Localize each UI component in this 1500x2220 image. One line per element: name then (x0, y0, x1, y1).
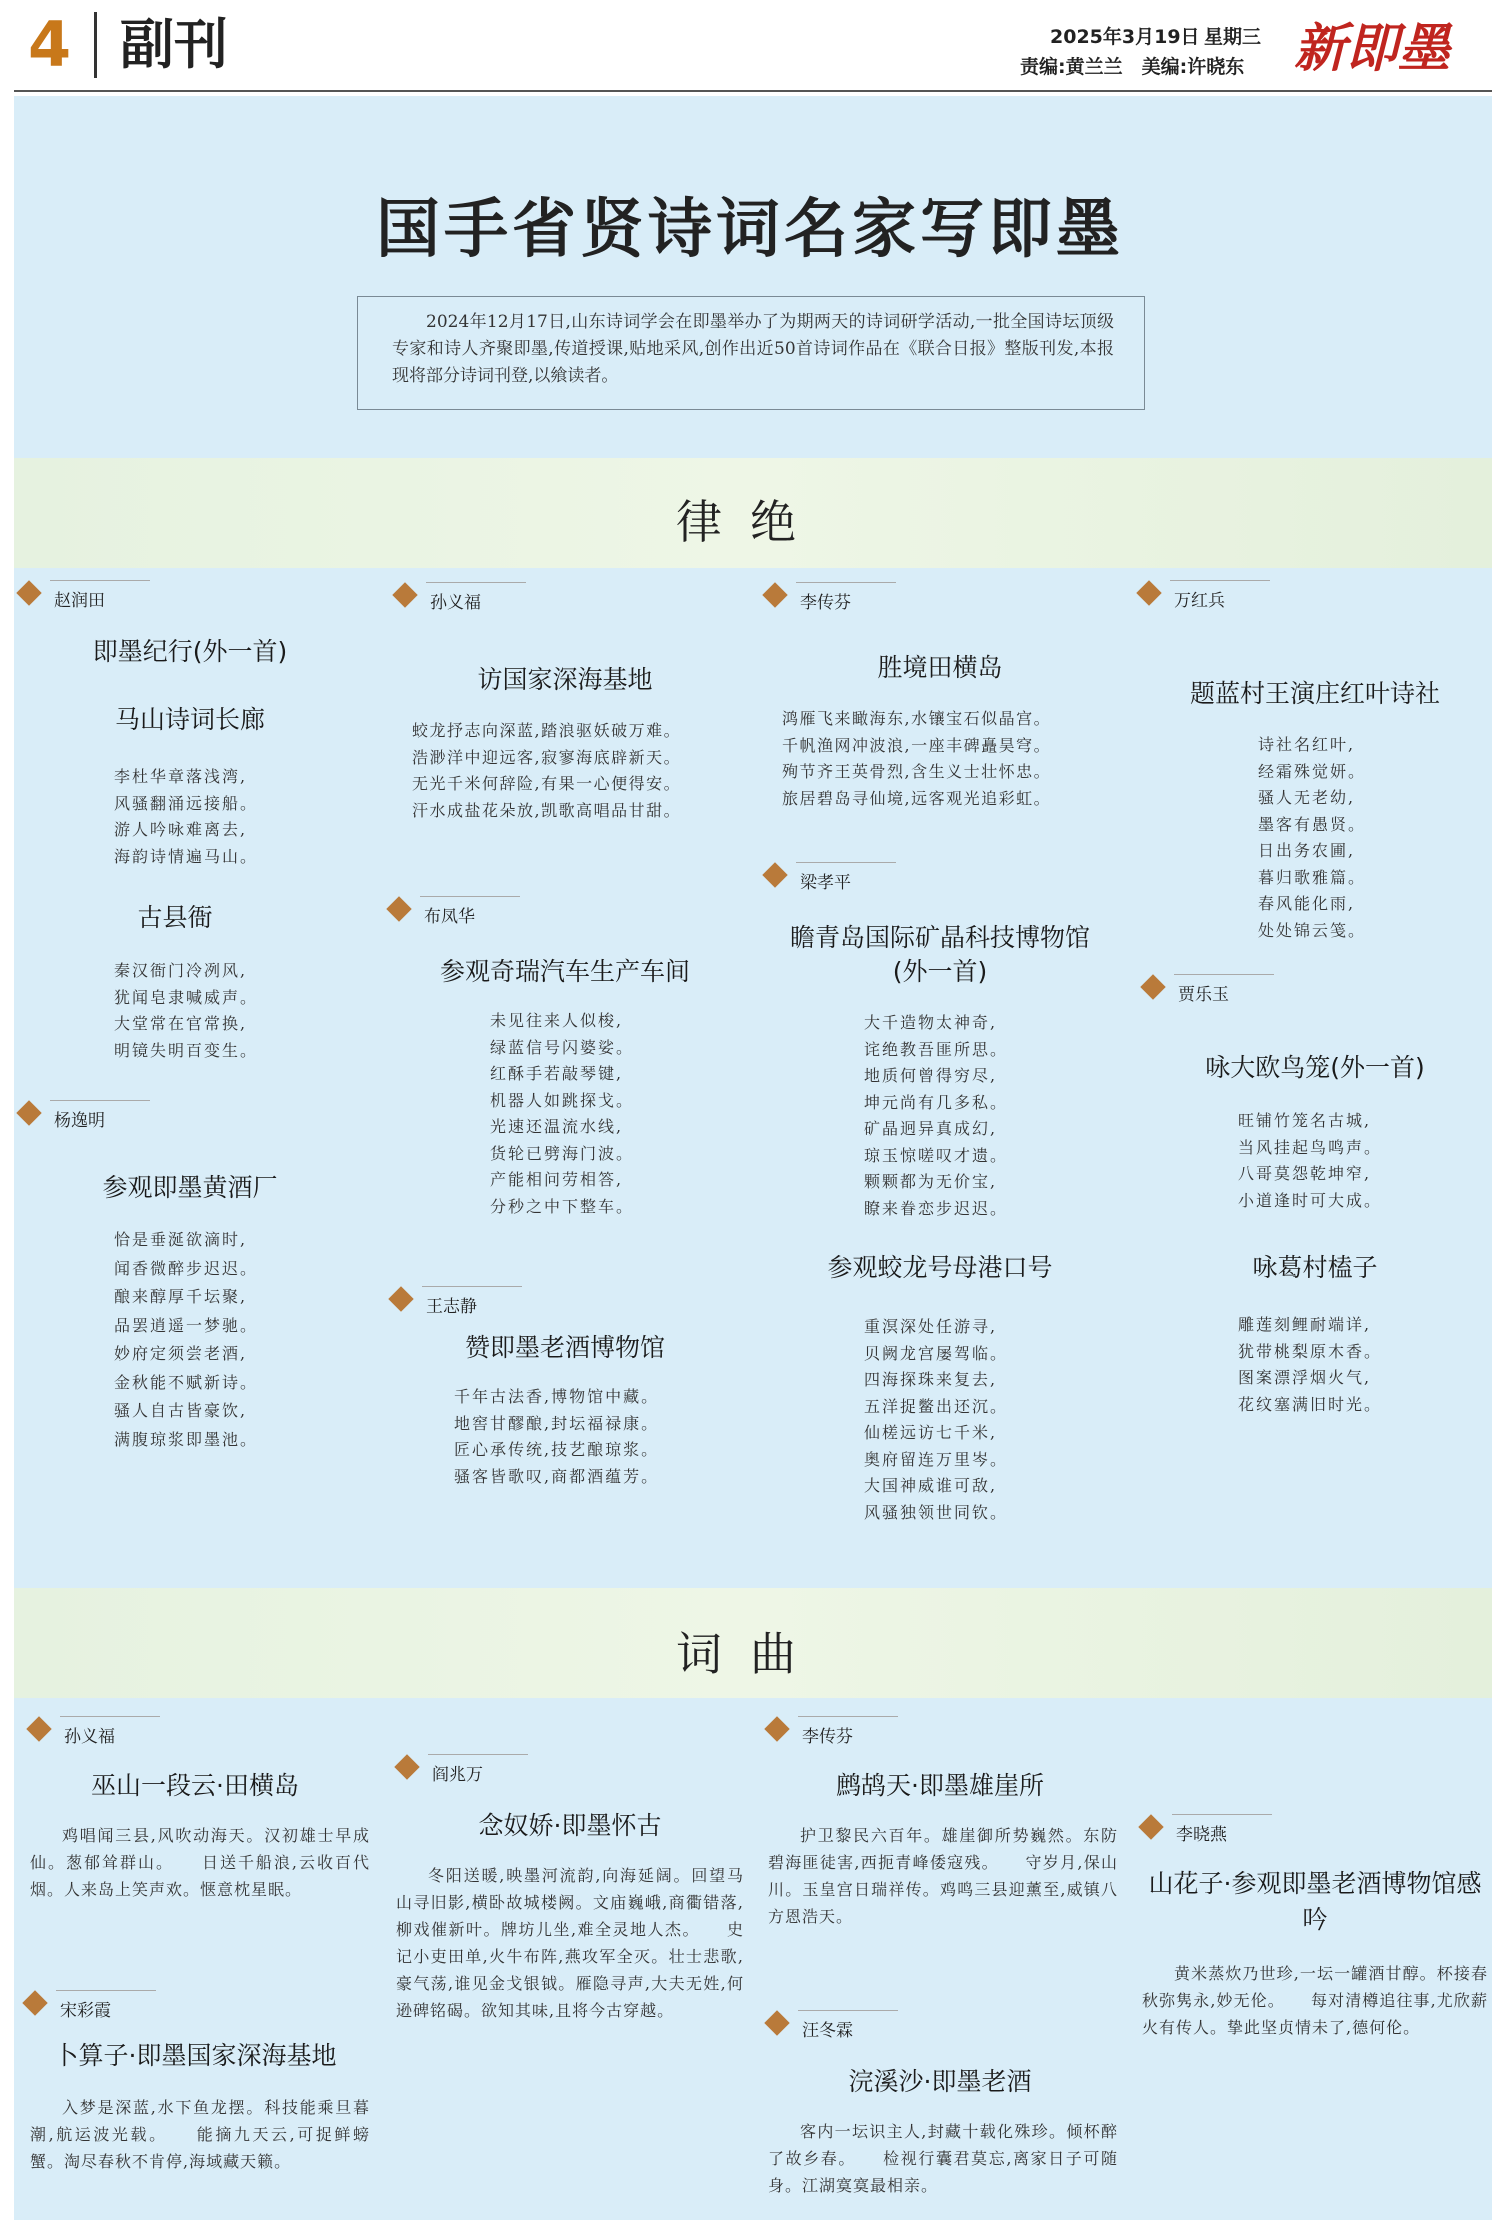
poem-line: 五洋捉鳖出还沉。 (864, 1396, 1009, 1416)
poem-title: 巫山一段云·田横岛 (91, 1771, 299, 1800)
poem-body (1238, 1108, 1382, 1214)
poem-line: 仙槎远访七千米, (864, 1423, 998, 1442)
author-rule (1170, 580, 1270, 581)
poem-line: 春风能化雨, (1258, 894, 1356, 913)
section-name: 副刊 (120, 13, 228, 76)
author-name: 万红兵 (1174, 591, 1225, 611)
main-headline: 国手省贤诗词名家写即墨 (376, 193, 1124, 267)
poem-line: 匠心承传统,技艺酿琼浆。 (454, 1440, 660, 1459)
poem-line: 品罢逍遥一梦驰。 (114, 1315, 259, 1335)
page-header (0, 0, 1500, 92)
author-name: 梁孝平 (800, 873, 851, 893)
poem-title: 瞻青岛国际矿晶科技博物馆 (789, 923, 1090, 952)
poem-line: 分秒之中下整车。 (490, 1196, 635, 1216)
poem-body (114, 958, 258, 1064)
poem-line: 汗水成盐花朵放,凯歌高唱品甘甜。 (412, 800, 682, 820)
poem-line: 大国神威谁可敌, (864, 1476, 998, 1495)
author-rule (798, 1716, 898, 1717)
poem-line: 奥府留连万里岑。 (864, 1449, 1009, 1469)
poem-title: 咏大欧鸟笼(外一首) (1205, 1053, 1425, 1082)
poem-title: 咏葛村榼子 (1252, 1253, 1378, 1282)
ci-body: 客内一坛识主人,封藏十载化殊珍。倾杯醉了故乡春。 检视行囊君莫忘,离家日子可随身。江湖寞寞最相亲。 (768, 2122, 1118, 2195)
poem-line: 瞭来眷恋步迟迟。 (864, 1198, 1009, 1218)
poem-line: 矿晶迥异真成幻, (864, 1119, 998, 1138)
poem-line: 海韵诗情遍马山。 (114, 846, 259, 866)
poem-title: 山花子·参观即墨老酒博物馆感吟 (1148, 1869, 1482, 1934)
poem-body (782, 706, 1051, 812)
poem-title: 念奴娇·即墨怀古 (478, 1811, 662, 1840)
header-divider (94, 12, 97, 78)
author-rule (60, 1716, 160, 1717)
poem-line: 大千造物太神奇, (864, 1013, 998, 1032)
author-name: 孙义福 (64, 1727, 115, 1747)
poem-line: 未见往来人似梭, (490, 1011, 624, 1030)
author-rule (1174, 974, 1274, 975)
author-name: 宋彩霞 (60, 2001, 111, 2021)
poem-line: 琼玉惊嗟叹才遗。 (864, 1145, 1009, 1165)
poem-line: 经霜殊觉妍。 (1258, 761, 1367, 781)
author-name: 杨逸明 (54, 1111, 105, 1131)
intro-box: 2024年12月17日,山东诗词学会在即墨举办了为期两天的诗词研学活动,一批全国诗坛顶级专家和诗人齐聚即墨,传道授课,贴地采风,创作出近50首诗词作品在《联合日报》整版刊发,本报现将部分诗词刊登,以飨读者。 (357, 296, 1145, 410)
poem-line: 四海探珠来复去, (864, 1370, 998, 1389)
poem-body (864, 1010, 1008, 1222)
poem-line: 日出务农圃, (1258, 841, 1356, 860)
poem-line: 产能相问劳相答, (490, 1170, 624, 1189)
author-rule (422, 1286, 522, 1287)
poem-line: 风骚独领世同钦。 (864, 1502, 1009, 1522)
poem-body (454, 1384, 659, 1490)
author-rule (796, 582, 896, 583)
poem-line: 暮归歌雅篇。 (1258, 867, 1367, 887)
poem-line: 酿来醇厚千坛聚, (114, 1287, 248, 1306)
author-rule (56, 1990, 156, 1991)
ci-body: 鸡唱闻三县,风吹动海天。汉初雄士早成仙。葱郁耸群山。 日送千船浪,云收百代烟。人来岛上笑声欢。惬意枕星眠。 (30, 1826, 370, 1899)
author-name: 贾乐玉 (1178, 985, 1229, 1005)
section-title-lvjue: 律绝 (676, 495, 824, 549)
poem-line: 骚人自古皆豪饮, (114, 1401, 248, 1420)
poem-line: 花纹塞满旧时光。 (1238, 1394, 1383, 1414)
poem-line: 旺铺竹笼名古城, (1238, 1111, 1372, 1130)
poem-title: 访国家深海基地 (477, 665, 653, 694)
poem-line: 明镜失明百变生。 (114, 1040, 259, 1060)
poem-line: 光速还温流水线, (490, 1117, 624, 1136)
poem-line: 小道逢时可大成。 (1238, 1190, 1383, 1210)
poem-line: 犹闻皂隶喊威声。 (114, 987, 259, 1007)
poem-line: 犹带桃梨原木香。 (1238, 1341, 1383, 1361)
issue-weekday: 星期三 (1204, 26, 1262, 48)
page-number: 4 (28, 8, 72, 81)
poem-body (114, 1226, 258, 1454)
poem-line: 妙府定须尝老酒, (114, 1344, 248, 1363)
author-rule (1172, 1814, 1272, 1815)
poem-title: 胜境田横岛 (877, 653, 1003, 682)
poem-title: 鹧鸪天·即墨雄崖所 (836, 1771, 1044, 1800)
poem-line: 货轮已劈海门波。 (490, 1143, 635, 1163)
author-rule (50, 1100, 150, 1101)
author-name: 赵润田 (54, 591, 105, 611)
poem-line: 闻香微醉步迟迟。 (114, 1258, 259, 1278)
poem-line: 蛟龙抒志向深蓝,踏浪驱妖破万难。 (412, 721, 682, 740)
poem-line: 墨客有愚贤。 (1258, 814, 1367, 834)
poem-line: 骚客皆歌叹,商都酒蕴芳。 (454, 1466, 660, 1486)
poem-line: 重溟深处任游寻, (864, 1317, 998, 1336)
poem-title: 马山诗词长廊 (114, 705, 265, 734)
poem-line: 无光千米何辞险,有果一心便得安。 (412, 774, 682, 793)
poem-line: 千年古法香,博物馆中藏。 (454, 1387, 660, 1406)
section-title-ciqu: 词曲 (676, 1627, 824, 1681)
logo-text: 新即墨 (1293, 18, 1451, 79)
header-rule (14, 90, 1492, 92)
poem-line: 红酥手若敲琴键, (490, 1064, 624, 1083)
poem-title: 题蓝村王演庄红叶诗社 (1189, 679, 1440, 708)
poem-line: 鸿雁飞来瞰海东,水镶宝石似晶宫。 (782, 709, 1052, 728)
poem-line: 风骚翻涌远接船。 (114, 793, 259, 813)
poem-line: 旅居碧岛寻仙境,远客观光追彩虹。 (782, 788, 1052, 808)
poem-line: 殉节齐王英骨烈,含生义士壮怀忠。 (782, 762, 1052, 781)
poem-line: 大堂常在官常换, (114, 1014, 248, 1033)
newspaper-logo (1282, 6, 1462, 86)
poem-line: 骚人无老幼, (1258, 788, 1356, 807)
poem-line: 李杜华章落浅湾, (114, 767, 248, 786)
poem-line: 秦汉衙门冷冽风, (114, 961, 248, 980)
poem-title: 参观蛟龙号母港口号 (827, 1253, 1053, 1282)
poem-title: 古县衙 (137, 903, 213, 932)
author-name: 李晓燕 (1176, 1825, 1227, 1845)
author-name: 李传芬 (802, 1727, 853, 1747)
poem-title: 卜算子·即墨国家深海基地 (53, 2041, 337, 2070)
poem-line: 贝阙龙宫屡驾临。 (864, 1343, 1009, 1363)
author-rule (798, 2010, 898, 2011)
poem-line: 金秋能不赋新诗。 (114, 1372, 259, 1392)
poem-body (1238, 1312, 1382, 1418)
poem-title: 参观奇瑞汽车生产车间 (439, 957, 690, 986)
poem-line: 处处锦云笺。 (1258, 920, 1367, 940)
poem-line: 坤元尚有几多私。 (864, 1092, 1009, 1112)
author-rule (50, 580, 150, 581)
ci-body: 入梦是深蓝,水下鱼龙摆。科技能乘旦暮潮,航运波光载。 能摘九天云,可捉鲜螃蟹。淘尽春秋不肯停,海域藏天籁。 (30, 2098, 370, 2171)
issue-date: 2025年3月19日 (1050, 26, 1200, 48)
ci-body: 黄米蒸炊乃世珍,一坛一罐酒甘醇。杯接春秋弥隽永,妙无伦。 每对清樽追往事,尤欣薪火有传人。挚此坚贞情未了,德何伦。 (1142, 1964, 1488, 2037)
poem-line: 八哥莫怨乾坤窄, (1238, 1164, 1372, 1183)
author-rule (420, 896, 520, 897)
poem-body (864, 1314, 1008, 1526)
author-name: 阎兆万 (432, 1765, 483, 1785)
poem-line: 千帆渔网冲波浪,一座丰碑矗昊穹。 (782, 735, 1052, 755)
ci-body: 冬阳送暖,映墨河流韵,向海延阔。回望马山寻旧影,横卧故城楼阙。文庙巍峨,商衢错落,柳戏催新叶。牌坊儿坐,难全灵地人杰。 史记小吏田单,火牛布阵,燕攻军全灭。壮士悲歌,豪气荡,谁见金戈银钺。雁隐寻声,大夫无姓,何逊碑铭碣。欲知其味,且将今古穿越。 (396, 1866, 744, 2020)
poem-title: 赞即墨老酒博物馆 (464, 1333, 665, 1362)
author-rule (428, 1754, 528, 1755)
poem-line: 颗颗都为无价宝, (864, 1172, 998, 1191)
poem-line: 绿蓝信号闪婆娑。 (490, 1037, 635, 1057)
poem-title: 即墨纪行(外一首) (92, 637, 288, 666)
editors-credit: 责编:黄兰兰 美编:许晓东 (1020, 56, 1245, 78)
poem-title: 浣溪沙·即墨老酒 (848, 2067, 1032, 2096)
poem-body (1258, 732, 1366, 944)
poem-line: 浩渺洋中迎远客,寂寥海底辟新天。 (412, 747, 682, 767)
author-name: 李传芬 (800, 593, 851, 613)
author-name: 布凤华 (424, 907, 475, 927)
poem-line: 地窖甘醪酿,封坛福禄康。 (454, 1413, 660, 1433)
poem-title-subtitle: (外一首) (892, 957, 988, 986)
author-name: 王志静 (426, 1297, 477, 1317)
poem-body (490, 1008, 634, 1220)
poem-line: 诗社名红叶, (1258, 735, 1356, 754)
ci-body: 护卫黎民六百年。雄崖御所势巍然。东防碧海匪徒害,西扼青峰倭寇残。 守岁月,保山川。玉皇宫日瑞祥传。鸡鸣三县迎薰至,威镇八方恩浩天。 (768, 1826, 1118, 1926)
poem-line: 诧绝教吾匪所思。 (864, 1039, 1009, 1059)
poem-line: 游人吟咏难离去, (114, 820, 248, 839)
poem-title: 参观即墨黄酒厂 (102, 1173, 278, 1202)
poem-body (114, 764, 258, 870)
poem-line: 恰是垂涎欲滴时, (114, 1230, 248, 1249)
poem-line: 雕莲刻鲤耐端详, (1238, 1315, 1372, 1334)
poem-line: 地质何曾得穷尽, (864, 1066, 998, 1085)
poem-line: 图案漂浮烟火气, (1238, 1368, 1372, 1387)
poem-line: 满腹琼浆即墨池。 (114, 1429, 259, 1449)
author-rule (796, 862, 896, 863)
author-name: 汪冬霖 (802, 2021, 853, 2041)
poem-line: 机器人如跳探戈。 (490, 1090, 635, 1110)
author-name: 孙义福 (430, 593, 481, 613)
poem-body (412, 718, 681, 824)
author-rule (426, 582, 526, 583)
poem-line: 当风挂起鸟鸣声。 (1238, 1137, 1383, 1157)
